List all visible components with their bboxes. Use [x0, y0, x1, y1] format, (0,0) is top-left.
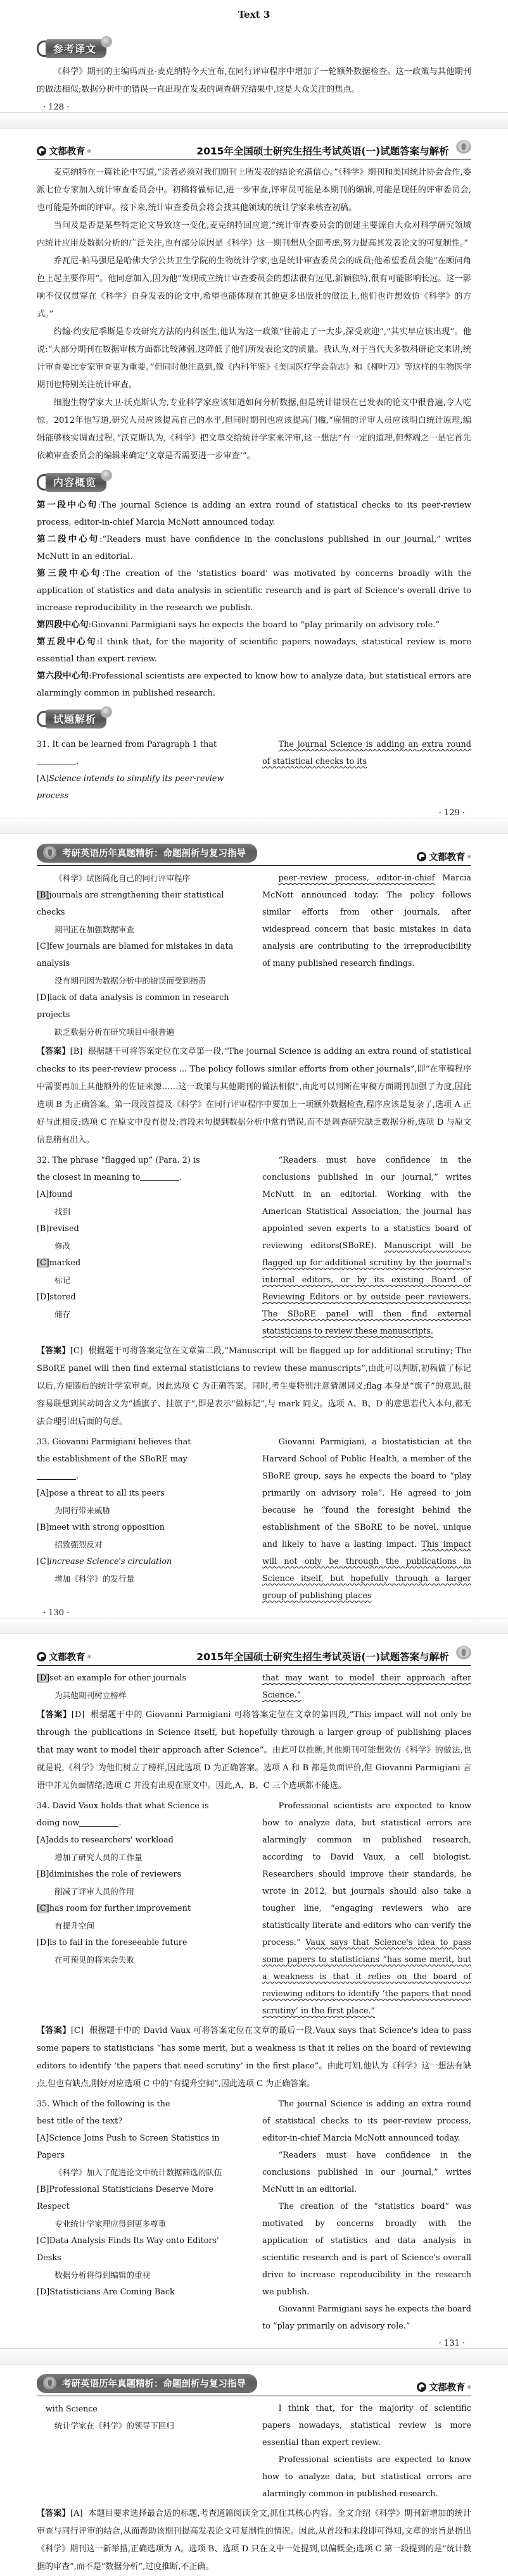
answer-label: 【答案】 — [37, 2026, 71, 2035]
source-excerpt-highlight: Vaux says that Science's idea to pass some papers to statisticians “has some merit, but a weakness is that it relies on the board of reviewing editors to identify ‘the papers that need scrutiny’ in the first place.” — [262, 1938, 471, 2016]
book-page-132 — [0, 2365, 508, 2576]
question-column — [37, 870, 246, 1041]
option-row[interactable] — [37, 2284, 246, 2301]
option-translation: 《科学》加入了促进论文中统计数据筛选的队伍 — [54, 2168, 222, 2177]
option-tag: [B] — [37, 1523, 49, 1532]
option-text: is to fail in the foreseeable future — [49, 1938, 187, 1948]
answer-choice: [D] — [71, 1710, 85, 1720]
answer-explanation — [37, 1342, 471, 1431]
question-answer-block-35 — [37, 2096, 471, 2335]
question-stem-text: the closest in meaning to — [37, 1173, 141, 1182]
option-text: set an example for other journals — [49, 1673, 187, 1683]
option-row[interactable] — [37, 1832, 246, 1849]
source-excerpt-line: The journal Science is adding an — [278, 740, 419, 749]
question-stem-line3 — [37, 1468, 246, 1485]
translation-paragraph: 细胞生物学家大卫·沃克斯认为,专业科学家应该知道如何分析数据,但是统计错误在已发表的论文中很普遍,令人吃惊。2012年他写道,研究人员应该提高自己的水平,但同时期刊也应该提高门槛,“雇佣的评审人员应该明白统计原理,编辑能够核实调查过程。”沃克斯认为,《科学》把文章交给统计学家来评审,这一想法“有一定的道理,但弊端之一是它首先依赖审查委员会的编辑来确定‘文章是否需要进一步审查’”。 — [37, 398, 471, 461]
option-row[interactable] — [37, 1553, 246, 1570]
registered-mark: ® — [87, 148, 92, 154]
question-stem-text: Which of the following is the — [52, 2099, 170, 2109]
answer-text: 本题目要求选择最合适的标题,考查通篇阅读全文,抓住其核心内容。全文介绍《科学》期刊新增加的统计审查与同行评审的结合,从而帮助该期刊提高发表论文可复制性的情况。因此,从首段和末段即可得知,文章的宗旨是指出《科学》期刊这一新举措,正确选项为 A。选项 B、选项 D 只在文中一处提到,以偏概全;选项 C 第一段提到的是“统计数据的审查”,而不是“数据分析”,过度推断,不正确。 — [37, 2509, 471, 2572]
option-translation: 数据分析将得到编辑的重视 — [54, 2270, 151, 2280]
page-number: · 128 · — [43, 103, 70, 112]
answer-blank — [37, 1479, 76, 1480]
question-answer-block-34 — [37, 1798, 471, 2020]
option-text: marked — [49, 1258, 81, 1268]
answer-text: 根据题干中的 Giovanni Parmigiani 可将答案定位在文章的第四段,“This impact will not only be through the publications in Science itself, but hopefully through a larger group of publishing places that may want to model their approach after Science”。由此可以推断,其他期刊可能想效仿《科学》的做法,也就是说,《科学》为他们树立了榜样,因此选项 D 为正确答案。选项 A 和 B 都是负面评价,但 Giovanni Parmigiani 言语中并无负面情绪;选项 C 并没有出现在原文中。因此,A、B、C 三个选项都不能选。 — [37, 1710, 471, 1791]
option-row[interactable] — [37, 2130, 246, 2164]
overview-item-text: Professional scientists are expected to know how to analyze data, but statistical errors are alarmingly common in published research. — [37, 672, 472, 698]
question-stem-line2: the establishment of the SBoRE may — [37, 1454, 187, 1464]
question-column — [37, 736, 246, 804]
swirl-logo-icon — [37, 146, 46, 156]
question-answer-block-33 — [37, 1434, 471, 1604]
answer-choice: [B] — [70, 1047, 83, 1056]
running-head — [37, 1644, 471, 1666]
source-excerpt-line: Marcia McNott announced today. The — [262, 873, 471, 900]
source-excerpt: The journal Science is adding an extra round of statistical checks to its peer-review process, editor-in-chief Marcia McNott announced today. — [262, 2099, 471, 2143]
option-row[interactable] — [37, 1186, 246, 1203]
section-badge-translation — [37, 39, 106, 58]
running-head — [37, 844, 471, 866]
bracket-hook-icon — [37, 474, 46, 491]
option-translation: 储存 — [54, 1310, 71, 1319]
running-head-title — [37, 844, 257, 863]
question-stem-line2: best title of the text? — [37, 2116, 123, 2126]
source-excerpt-line: extra round of statistical checks to its — [262, 740, 471, 766]
registered-mark: ® — [87, 1654, 92, 1660]
answer-text: 根据题干可将答案定位在文章第二段,“Manuscript will be flagged up for additional scrutiny; The SBoRE panel will then find external statisticians to review these manuscripts”,由此可以判断,初稿做了标记以后,方便随后的统计学家审查。因此选项 C 为正确答案。同时,考生要特别注意猜测词义;flag 本身是“旗子”的意思,很容易联想到其动词含义为“插旗子、挂旗子”,即是表示“做标记”,与 mark 同义。选项 A、B、D 的意思若代入本句,都无法合理引出后面的句意。 — [37, 1346, 471, 1427]
overview-item — [37, 668, 471, 702]
option-tag: [C] — [37, 942, 49, 951]
overview-item-text: The creation of the ‘statistics board’ was motivated by concerns broadly with the application of statistics and data analysis in scientific research and is part of Science's overall drive to increase reproducibility in the research we publish. — [37, 569, 471, 613]
source-excerpt-highlight: Manuscript will be flagged up for additional scrutiny by the journal's internal editors, or by its existing Board of Reviewing Editors or by outside peer reviewers. — [262, 1241, 471, 1302]
overview-item-sep: : — [99, 535, 103, 544]
source-excerpt-highlight: The SBoRE panel will then find external statisticians to review these manuscripts. — [262, 1310, 471, 1336]
question-stem — [37, 1152, 246, 1169]
question-stem — [37, 1798, 246, 1815]
option-text: has room for further improvement — [49, 1904, 191, 1913]
source-text-column — [262, 736, 471, 804]
option-row[interactable] — [37, 938, 246, 972]
option-tag: [C] — [37, 2236, 49, 2246]
option-text: diminishes the role of reviewers — [49, 1870, 182, 1879]
option-tag: [B] — [37, 1224, 49, 1234]
option-tag: [A] — [37, 2134, 49, 2143]
option-row[interactable] — [37, 2181, 246, 2215]
option-text: pose a threat to all its peers — [49, 1489, 165, 1498]
source-text-column — [262, 1798, 471, 2020]
overview-item-label: 第二段中心句 — [37, 534, 100, 544]
running-head-title-text: 2015年全国硕士研究生招生考试英语(一)试题答案与解析 — [196, 146, 449, 157]
option-row[interactable] — [37, 1670, 246, 1687]
running-head-title-text: 考研英语历年真题精析：命题剖析与复习指导 — [62, 2379, 246, 2389]
option-translation: 为其他期刊树立榜样 — [54, 1691, 127, 1700]
option-tag: [D] — [37, 2287, 50, 2297]
source-excerpt: Giovanni Parmigiani says he expects the board to “play primarily on advisory role.” — [262, 2304, 471, 2331]
overview-item-text: The journal Science is adding an extra round of statistical checks to its peer-review process, editor-in-chief Marcia McNott announced today. — [37, 501, 472, 527]
answer-explanation — [37, 2505, 471, 2576]
option-text: Science intends to simplify its peer-review process — [37, 774, 224, 801]
overview-item-sep: : — [98, 501, 101, 510]
option-row[interactable] — [37, 1934, 246, 1951]
question-answer-block-32 — [37, 1152, 471, 1340]
section-badge-overview — [37, 473, 106, 492]
source-excerpt-body: “Readers must have confidence in the conclusions published in our journal,” writes McNutt in an editorial. Working with the American Statistical Association, the journal has appointed seven experts to a statistics board of reviewing editors(SBoRE). — [262, 1156, 471, 1251]
question-column — [37, 2400, 246, 2503]
option-tag: [A] — [37, 1190, 49, 1199]
option-text: Statisticians Are Coming Back — [49, 2287, 175, 2297]
option-translation: 期刊正在加强数据审查 — [54, 925, 134, 934]
option-text: journals are strengthening their statistical checks — [37, 891, 224, 917]
source-excerpt — [262, 736, 471, 770]
translation-paragraph: 《科学》期刊的主编玛西亚·麦克纳特今天宣布,在同行评审程序中增加了一轮额外数据检查。这一政策与其他期刊的做法相似;数据分析中的错误一直出现在发表的调查研究结果中,这是大众关注的焦点。 — [37, 67, 471, 94]
source-text-column — [262, 1434, 471, 1604]
option-tag: [C] — [37, 1258, 49, 1268]
option-text: increase Science's circulation — [49, 1557, 172, 1566]
option-tag: [B] — [37, 891, 49, 900]
brand-name: 文都教育 — [428, 853, 466, 863]
overview-item-label: 第五段中心句 — [37, 637, 97, 647]
running-head-title-text: 考研英语历年真题精析：命题剖析与复习指导 — [62, 849, 246, 859]
brand-name: 文都教育 — [428, 2383, 466, 2393]
question-number: 35. — [37, 2099, 50, 2109]
question-number: 33. — [37, 1437, 50, 1447]
seal-icon — [43, 2377, 56, 2389]
publisher-brand — [37, 1650, 91, 1665]
answer-choice: [C] — [70, 2026, 84, 2035]
page-number: · 131 · — [438, 2339, 465, 2348]
option-translation: 《科学》试图简化自己的同行评审程序 — [54, 873, 191, 883]
option-row[interactable] — [37, 1485, 246, 1502]
answer-choice: [C] — [70, 1346, 83, 1356]
brand-name: 文都教育 — [49, 1653, 86, 1663]
option-translation: 找到 — [54, 1207, 71, 1216]
question-stem-text: Giovanni Parmigiani believes that — [52, 1437, 191, 1447]
question-stem — [37, 736, 246, 770]
question-number: 31. — [37, 740, 50, 749]
text-section-title: Text 3 — [238, 9, 270, 20]
swirl-logo-icon — [417, 852, 426, 861]
answer-text: 根据题干可将答案定位在文章第一段,“The journal Science is adding an extra round of statistical checks to its peer-review process ... The policy follows similar efforts from other journals”,即“在审稿程序中需要再加上其他额外的佐证来源……这一政策与其他期刊的做法相似”,由此可以判断在审稿方面期刊加强了力度,因此选项 B 为正确答案。第一段段首提及《科学》在同行评审程序中要加上一项额外数据检查,程序应该是复杂了,选项 A 正好与此相反;选项 C 在原文中没有提及;首段末句提到数据分析中常有错误,而不是调查研究缺乏数据分析,选项 D 与原文信息稍有出入。 — [37, 1047, 471, 1145]
source-text-column — [262, 1670, 471, 1704]
question-answer-block-33-cont — [37, 1670, 471, 1704]
source-excerpt-highlight: This impact will not only be through the publications in Science itself, but hopefully through a larger group of publishing places — [262, 1540, 471, 1601]
source-excerpt — [262, 1152, 471, 1340]
overview-item-label: 第三段中心句 — [37, 568, 103, 578]
seal-icon — [456, 140, 471, 154]
source-excerpt-body: policy follows similar efforts from other journals, after widespread concern that basic mistakes in data analysis are contributing to the irreproducibility of many published research findings. — [262, 891, 471, 968]
section-badge-label: 试题解析 — [46, 710, 106, 728]
running-head-title-text: 2015年全国硕士研究生招生考试英语(一)试题答案与解析 — [196, 1651, 449, 1663]
running-head — [37, 139, 471, 160]
option-translation: 增加《科学》的发行量 — [54, 1574, 134, 1584]
option-text: found — [49, 1190, 73, 1199]
option-row[interactable] — [37, 1289, 246, 1306]
running-head-title — [196, 140, 471, 159]
registered-mark: ® — [467, 854, 471, 860]
stem-period: . — [179, 1173, 182, 1182]
answer-explanation — [37, 1043, 471, 1149]
page-number: · 130 · — [43, 1608, 70, 1618]
option-translation: 没有期刊因为数据分析中的错误而受到指责 — [54, 976, 206, 985]
page-separator — [0, 1618, 508, 1634]
overview-item-sep: : — [96, 637, 100, 647]
overview-item — [37, 634, 471, 668]
swirl-logo-icon — [417, 2382, 426, 2392]
overview-item-sep: : — [89, 672, 92, 681]
publisher-brand — [37, 144, 91, 159]
answer-explanation — [37, 2022, 471, 2093]
answer-label: 【答案】 — [37, 1346, 70, 1356]
source-excerpt: I think that, for the majority of scientific papers nowadays, statistical review is more essential than expert review. — [262, 2404, 471, 2448]
book-page-131 — [0, 1634, 508, 2348]
question-stem-text: The phrase “flagged up” (Para. 2) is — [52, 1156, 200, 1165]
option-tag: [A] — [37, 1835, 49, 1845]
overview-item-text: “Readers must have confidence in the conclusions published in our journal,” writes McNutt in an editorial. — [37, 535, 471, 561]
registered-mark: ® — [467, 2384, 471, 2390]
option-tag: [D] — [37, 1292, 50, 1302]
option-tag: [B] — [37, 2185, 49, 2194]
answer-blank — [79, 1826, 118, 1827]
option-tag: [A] — [37, 1489, 49, 1498]
option-translation: 专业统计学家理应得到更多尊重 — [54, 2219, 167, 2229]
source-excerpt — [262, 870, 471, 972]
answer-text: 根据题干中的 David Vaux 可将答案定位在文章的最后一段,Vaux says that Science's idea to pass some papers to statisticians “has some merit, but a weakness is that it relies on the board of reviewing editors to identify ‘the papers that need scrutiny’ in the first place”。由此可知,他认为《科学》这一想法有缺点,但也有缺点,刚好对应选项 C 中的“有提升空间”,因此选项 C 为正确答案。 — [37, 2026, 471, 2089]
source-excerpt: The creation of the “statistics board” was motivated by concerns broadly with the application of statistics and data analysis in scientific research and is part of Science's overall drive to increase reproducibility in the research we publish. — [262, 2202, 471, 2297]
section-badge-analysis — [37, 710, 106, 728]
overview-item — [37, 565, 471, 616]
question-stem-text: doing now — [37, 1818, 80, 1828]
answer-label: 【答案】 — [37, 1047, 70, 1056]
option-row[interactable] — [37, 1900, 246, 1917]
source-excerpt-body: Giovanni Parmigiani, a biostatistician at the Harvard School of Public Health, a member of the SBoRE group, says he expects the board to “play primarily on advisory role”. He agreed to join because he “found the foresight behind the establishment of the SBoRE to be novel, unique and likely to have a lasting impact. — [262, 1437, 471, 1549]
option-tag: [D] — [37, 1938, 50, 1948]
overview-item — [37, 531, 471, 565]
option-translation: 为同行带来威胁 — [54, 1506, 111, 1515]
page-separator — [0, 112, 508, 128]
page-separator — [0, 2348, 508, 2365]
question-stem-text: David Vaux holds that what Science is — [52, 1801, 209, 1811]
question-stem — [37, 2096, 246, 2113]
option-translation: 增加了研究人员的工作量 — [54, 1853, 143, 1862]
answer-label: 【答案】 — [37, 2509, 70, 2518]
option-text: Science Joins Push to Screen Statistics in Papers — [37, 2134, 220, 2160]
option-tag: [C] — [37, 1904, 49, 1913]
overview-item-label: 第一段中心句 — [37, 500, 98, 510]
book-page-130 — [0, 834, 508, 1618]
question-answer-block-35-cont — [37, 2400, 471, 2503]
question-answer-block-31 — [37, 736, 471, 804]
option-row[interactable] — [37, 989, 246, 1023]
option-translation: 标记 — [54, 1275, 71, 1285]
answer-blank — [140, 1180, 179, 1181]
answer-explanation — [37, 1706, 471, 1795]
overview-item — [37, 616, 471, 634]
overview-item — [37, 497, 471, 531]
option-tag: [D] — [37, 1673, 50, 1683]
question-column — [37, 1670, 246, 1704]
option-text: stored — [49, 1292, 76, 1302]
source-text-column — [262, 870, 471, 1041]
overview-item-text: I think that, for the majority of scientific papers nowadays, statistical review is more essential than expert review. — [37, 637, 472, 664]
overview-item-sep: : — [88, 620, 91, 630]
option-text: revised — [49, 1224, 79, 1234]
bracket-hook-icon — [37, 41, 46, 57]
question-stem — [37, 1434, 246, 1451]
answer-choice: [A] — [70, 2509, 83, 2518]
translation-paragraph: 乔瓦尼·帕马强尼是哈佛大学公共卫生学院的生物统计学家,也是统计审查委员会的成员;他希望委员会能“在顾问角色上起主要作用”。他同意加入,因为他“发现成立统计审查委员会的想法很有远见,新颖独特,很有可能影响长远。这一影响不仅仅贯穿在《科学》自身发表的论文中,希望也能体现在其他更多出版社的做法上,他们也许想效仿《科学》的方式。” — [37, 256, 471, 319]
source-excerpt: “Readers must have confidence in the conclusions published in our journal,” writes McNutt in an editorial. — [262, 2151, 471, 2194]
question-column — [37, 1152, 246, 1340]
bracket-hook-icon — [37, 711, 46, 727]
seal-icon — [43, 846, 56, 859]
option-text: Data Analysis Finds Its Way onto Editors' Desks — [37, 2236, 219, 2263]
source-excerpt — [262, 1434, 471, 1604]
option-tag: [C] — [37, 1557, 49, 1566]
option-row[interactable] — [37, 1519, 246, 1536]
option-row[interactable] — [37, 770, 246, 804]
publisher-brand — [417, 850, 471, 865]
option-translation: 招致强烈反对 — [54, 1540, 103, 1549]
book-page-129 — [0, 128, 508, 818]
running-head — [37, 2375, 471, 2396]
question-column — [37, 1798, 246, 2020]
source-text-column — [262, 2096, 471, 2335]
overview-item-label: 第四段中心句 — [37, 620, 89, 630]
question-column — [37, 1434, 246, 1604]
source-excerpt-highlight: that may want to model their approach after Science.” — [262, 1673, 471, 1700]
question-stem-line2 — [37, 1169, 246, 1186]
option-text: few journals are blamed for mistakes in data analysis — [37, 942, 234, 968]
section-badge-label: 参考译文 — [46, 39, 106, 58]
option-tag: [A] — [37, 774, 49, 784]
question-stem-line2 — [37, 1815, 246, 1832]
option-row[interactable] — [37, 1220, 246, 1237]
source-text-column — [262, 1152, 471, 1340]
option-text-continued: with Science — [46, 2404, 98, 2413]
stem-period: . — [76, 1472, 79, 1481]
stem-period: . — [118, 1818, 122, 1828]
option-translation: 削减了评审人员的作用 — [54, 1887, 134, 1896]
swirl-logo-icon — [37, 1652, 46, 1661]
option-text: lack of data analysis is common in research projects — [37, 993, 229, 1020]
option-tag: [B] — [37, 1870, 49, 1879]
source-excerpt — [262, 1798, 471, 2020]
running-head-title — [196, 1646, 471, 1665]
option-translation: 修改 — [54, 1241, 71, 1251]
publisher-brand — [417, 2380, 471, 2396]
overview-item-label: 第六段中心句 — [37, 671, 89, 681]
answer-label: 【答案】 — [37, 1710, 72, 1720]
option-row[interactable] — [37, 2232, 246, 2267]
book-page-128 — [0, 0, 508, 112]
translation-paragraph: 约翰·约安尼季斯是专攻研究方法的内科医生,他认为这一政策“往前走了一大步,深受欢迎”,“其实早应该出现”。他说:“大部分期刊在数据审核方面都比较薄弱,这降低了他们所发表论文的质量。我认为,对于当代大多数科研论文来讲,统计审查要比专家审查更为重要。”但同时他注意到,像《内科年鉴》《美国医疗学会杂志》和《柳叶刀》等这样的生物医学期刊也特别关注统计审查。 — [37, 327, 471, 390]
option-translation: 统计学家在《科学》的领导下回归 — [54, 2421, 174, 2430]
question-number: 32. — [37, 1156, 50, 1165]
question-answer-block-31-cont — [37, 870, 471, 1041]
stem-period: . — [76, 757, 79, 766]
option-text: Professional Statisticians Deserve More Respect — [37, 2185, 213, 2211]
translation-paragraph: 当问及是否是某些特定论文导致这一变化,麦克纳特回应道,“统计审查委员会的创建主要源自大众对科学研究领域内统计应用及数据分析的广泛关注,也有部分原因是《科学》这一期刊想从全面考虑,努力提高其发表论文的可复制性。” — [37, 221, 471, 248]
page-number: · 129 · — [438, 808, 465, 818]
option-tag: [D] — [37, 993, 50, 1003]
option-translation: 有提升空间 — [54, 1921, 94, 1930]
option-text: adds to researchers' workload — [49, 1835, 174, 1845]
option-row[interactable] — [37, 1866, 246, 1883]
section-badge-label: 内容概览 — [46, 473, 106, 492]
option-text: meet with strong opposition — [49, 1523, 165, 1532]
source-text-column — [262, 2400, 471, 2503]
question-column — [37, 2096, 246, 2335]
seal-icon — [456, 1646, 471, 1660]
option-translation: 缺乏数据分析在研究项目中很普遍 — [54, 1027, 174, 1037]
overview-item-text: Giovanni Parmigiani says he expects the board to “play primarily on advisory role.” — [91, 620, 440, 630]
source-excerpt: Professional scientists are expected to know how to analyze data, but statistical errors are alarmingly common in published research. — [262, 2455, 471, 2499]
source-excerpt-line: peer-review process, editor-in-chief — [278, 873, 435, 883]
source-excerpt-body: Professional scientists are expected to know how to analyze data, but statistical errors are alarmingly common in published research, according to David Vaux, a cell biologist. Researchers should improve their standards, he wrote in 2012, but journals should also take a tougher line, “engaging reviewers who are statistically literate and editors who can verify the process.” — [262, 1801, 471, 1948]
option-translation: 在可预见的将来会失败 — [54, 1955, 134, 1965]
question-stem-text: It can be learned from Paragraph 1 that — [52, 740, 217, 749]
brand-name: 文都教育 — [49, 147, 86, 157]
page-separator — [0, 818, 508, 834]
running-head-title — [37, 2374, 257, 2393]
option-row[interactable] — [37, 887, 246, 921]
question-number: 34. — [37, 1801, 50, 1811]
overview-item-sep: : — [102, 569, 105, 578]
option-row[interactable] — [37, 1254, 246, 1272]
translation-paragraph: 麦克纳特在一篇社论中写道,“读者必须对我们期刊上所发表的结论充满信心。”《科学》期刊和美国统计协会合作,委派七位专家加入统计审查委员会中。初稿将做标记,进一步审查,评审员可能是本期刊的编辑,可能是现任的评审委员会,也可能是外面的评审。接下来,统计审查委员会将会找其他领域的统计学家来核查初稿。 — [37, 168, 471, 213]
